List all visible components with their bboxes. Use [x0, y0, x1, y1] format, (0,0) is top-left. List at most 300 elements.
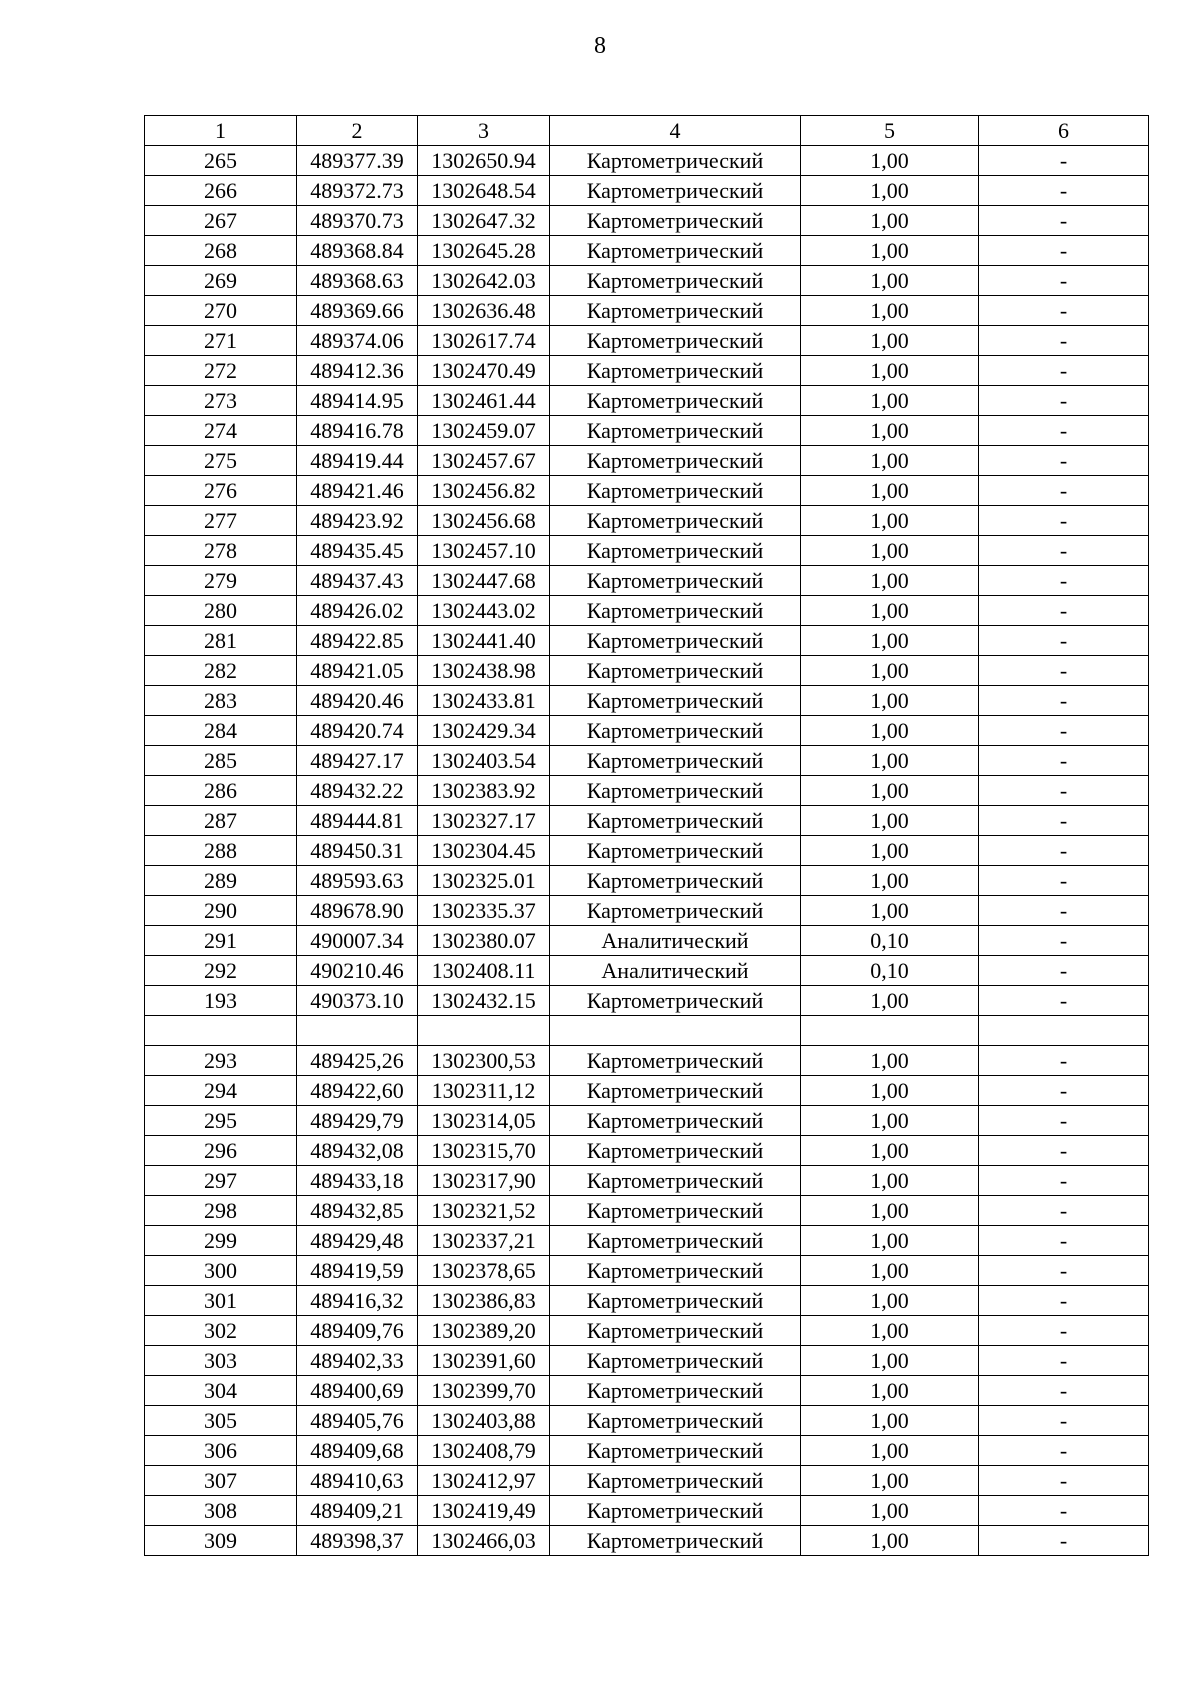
- note-cell: -: [979, 1346, 1149, 1376]
- method-cell: Аналитический: [550, 956, 801, 986]
- note-cell: -: [979, 896, 1149, 926]
- note-cell: -: [979, 1046, 1149, 1076]
- table-row: [145, 206, 1149, 236]
- note-cell: -: [979, 1136, 1149, 1166]
- accuracy-cell: 1,00: [801, 866, 979, 896]
- table-row: [145, 1226, 1149, 1256]
- point-number-cell: 275: [145, 446, 297, 476]
- note-cell: -: [979, 716, 1149, 746]
- table-row: [145, 866, 1149, 896]
- accuracy-cell: 1,00: [801, 776, 979, 806]
- x-coordinate-cell: 489368.84: [297, 236, 418, 266]
- table-row: [145, 806, 1149, 836]
- point-number-cell: 292: [145, 956, 297, 986]
- table-row: [145, 1136, 1149, 1166]
- note-cell: -: [979, 656, 1149, 686]
- note-cell: [979, 1016, 1149, 1046]
- x-coordinate-cell: 489419.44: [297, 446, 418, 476]
- method-cell: Аналитический: [550, 926, 801, 956]
- accuracy-cell: 1,00: [801, 1106, 979, 1136]
- point-number-cell: 286: [145, 776, 297, 806]
- accuracy-cell: 1,00: [801, 1196, 979, 1226]
- note-cell: -: [979, 206, 1149, 236]
- accuracy-cell: 1,00: [801, 206, 979, 236]
- table-row: [145, 536, 1149, 566]
- table-row: [145, 296, 1149, 326]
- y-coordinate-cell: 1302650.94: [418, 146, 550, 176]
- table-row: [145, 1076, 1149, 1106]
- method-cell: Картометрический: [550, 536, 801, 566]
- x-coordinate-cell: 489450.31: [297, 836, 418, 866]
- point-number-cell: 308: [145, 1496, 297, 1526]
- accuracy-cell: 1,00: [801, 626, 979, 656]
- accuracy-cell: 0,10: [801, 926, 979, 956]
- accuracy-cell: 1,00: [801, 1466, 979, 1496]
- table-row: [145, 1106, 1149, 1136]
- y-coordinate-cell: 1302383.92: [418, 776, 550, 806]
- method-cell: Картометрический: [550, 446, 801, 476]
- method-cell: Картометрический: [550, 206, 801, 236]
- note-cell: -: [979, 566, 1149, 596]
- x-coordinate-cell: 489398,37: [297, 1526, 418, 1556]
- column-header: 5: [801, 116, 979, 146]
- table-row: [145, 506, 1149, 536]
- point-number-cell: 289: [145, 866, 297, 896]
- y-coordinate-cell: 1302335.37: [418, 896, 550, 926]
- y-coordinate-cell: 1302447.68: [418, 566, 550, 596]
- point-number-cell: 277: [145, 506, 297, 536]
- accuracy-cell: 1,00: [801, 146, 979, 176]
- accuracy-cell: 1,00: [801, 1136, 979, 1166]
- table-body: [145, 146, 1149, 1556]
- note-cell: -: [979, 686, 1149, 716]
- x-coordinate-cell: 489377.39: [297, 146, 418, 176]
- point-number-cell: 284: [145, 716, 297, 746]
- method-cell: Картометрический: [550, 686, 801, 716]
- accuracy-cell: 1,00: [801, 1406, 979, 1436]
- point-number-cell: 293: [145, 1046, 297, 1076]
- x-coordinate-cell: 489420.74: [297, 716, 418, 746]
- x-coordinate-cell: 489425,26: [297, 1046, 418, 1076]
- method-cell: Картометрический: [550, 1046, 801, 1076]
- method-cell: Картометрический: [550, 146, 801, 176]
- y-coordinate-cell: 1302403,88: [418, 1406, 550, 1436]
- table-row: [145, 146, 1149, 176]
- x-coordinate-cell: 490007.34: [297, 926, 418, 956]
- x-coordinate-cell: 489435.45: [297, 536, 418, 566]
- y-coordinate-cell: 1302380.07: [418, 926, 550, 956]
- point-number-cell: 287: [145, 806, 297, 836]
- x-coordinate-cell: 489369.66: [297, 296, 418, 326]
- accuracy-cell: 1,00: [801, 176, 979, 206]
- point-number-cell: 283: [145, 686, 297, 716]
- y-coordinate-cell: 1302648.54: [418, 176, 550, 206]
- column-header: 6: [979, 116, 1149, 146]
- y-coordinate-cell: 1302636.48: [418, 296, 550, 326]
- table-row: [145, 956, 1149, 986]
- method-cell: Картометрический: [550, 1256, 801, 1286]
- note-cell: -: [979, 746, 1149, 776]
- table-row: [145, 776, 1149, 806]
- table-row: [145, 566, 1149, 596]
- y-coordinate-cell: 1302456.68: [418, 506, 550, 536]
- point-number-cell: 268: [145, 236, 297, 266]
- method-cell: Картометрический: [550, 1166, 801, 1196]
- x-coordinate-cell: 489420.46: [297, 686, 418, 716]
- note-cell: -: [979, 596, 1149, 626]
- note-cell: -: [979, 1286, 1149, 1316]
- method-cell: Картометрический: [550, 746, 801, 776]
- point-number-cell: 300: [145, 1256, 297, 1286]
- table-row: [145, 926, 1149, 956]
- note-cell: -: [979, 1496, 1149, 1526]
- point-number-cell: 297: [145, 1166, 297, 1196]
- point-number-cell: 285: [145, 746, 297, 776]
- point-number-cell: 271: [145, 326, 297, 356]
- method-cell: Картометрический: [550, 1106, 801, 1136]
- y-coordinate-cell: 1302432.15: [418, 986, 550, 1016]
- accuracy-cell: 1,00: [801, 1496, 979, 1526]
- point-number-cell: 280: [145, 596, 297, 626]
- point-number-cell: 307: [145, 1466, 297, 1496]
- x-coordinate-cell: 489421.05: [297, 656, 418, 686]
- accuracy-cell: 1,00: [801, 656, 979, 686]
- y-coordinate-cell: 1302441.40: [418, 626, 550, 656]
- y-coordinate-cell: 1302386,83: [418, 1286, 550, 1316]
- x-coordinate-cell: 489400,69: [297, 1376, 418, 1406]
- note-cell: -: [979, 506, 1149, 536]
- x-coordinate-cell: 489421.46: [297, 476, 418, 506]
- y-coordinate-cell: 1302461.44: [418, 386, 550, 416]
- note-cell: -: [979, 296, 1149, 326]
- method-cell: Картометрический: [550, 1226, 801, 1256]
- method-cell: Картометрический: [550, 326, 801, 356]
- method-cell: Картометрический: [550, 296, 801, 326]
- x-coordinate-cell: 489432,08: [297, 1136, 418, 1166]
- method-cell: Картометрический: [550, 1136, 801, 1166]
- table-row: [145, 176, 1149, 206]
- note-cell: -: [979, 1106, 1149, 1136]
- method-cell: Картометрический: [550, 476, 801, 506]
- note-cell: -: [979, 776, 1149, 806]
- note-cell: -: [979, 236, 1149, 266]
- page-number: 8: [594, 33, 606, 59]
- y-coordinate-cell: 1302429.34: [418, 716, 550, 746]
- method-cell: Картометрический: [550, 656, 801, 686]
- point-number-cell: 302: [145, 1316, 297, 1346]
- point-number-cell: 290: [145, 896, 297, 926]
- x-coordinate-cell: 489368.63: [297, 266, 418, 296]
- table-row: [145, 1526, 1149, 1556]
- x-coordinate-cell: 489410,63: [297, 1466, 418, 1496]
- y-coordinate-cell: 1302408,79: [418, 1436, 550, 1466]
- method-cell: Картометрический: [550, 1316, 801, 1346]
- x-coordinate-cell: 489412.36: [297, 356, 418, 386]
- note-cell: -: [979, 1376, 1149, 1406]
- accuracy-cell: 1,00: [801, 986, 979, 1016]
- method-cell: Картометрический: [550, 386, 801, 416]
- y-coordinate-cell: 1302642.03: [418, 266, 550, 296]
- method-cell: Картометрический: [550, 1466, 801, 1496]
- method-cell: Картометрический: [550, 986, 801, 1016]
- note-cell: -: [979, 956, 1149, 986]
- x-coordinate-cell: 489444.81: [297, 806, 418, 836]
- method-cell: Картометрический: [550, 1406, 801, 1436]
- x-coordinate-cell: 489429,48: [297, 1226, 418, 1256]
- method-cell: Картометрический: [550, 566, 801, 596]
- table-row: [145, 1406, 1149, 1436]
- method-cell: Картометрический: [550, 866, 801, 896]
- note-cell: -: [979, 146, 1149, 176]
- point-number-cell: [145, 1016, 297, 1046]
- accuracy-cell: 1,00: [801, 1526, 979, 1556]
- note-cell: -: [979, 1226, 1149, 1256]
- accuracy-cell: 1,00: [801, 296, 979, 326]
- method-cell: Картометрический: [550, 836, 801, 866]
- table-row: [145, 1346, 1149, 1376]
- accuracy-cell: 1,00: [801, 1166, 979, 1196]
- x-coordinate-cell: 489416,32: [297, 1286, 418, 1316]
- table-row: [145, 836, 1149, 866]
- y-coordinate-cell: 1302311,12: [418, 1076, 550, 1106]
- x-coordinate-cell: 489432.22: [297, 776, 418, 806]
- point-number-cell: 281: [145, 626, 297, 656]
- accuracy-cell: 1,00: [801, 896, 979, 926]
- table-row: [145, 326, 1149, 356]
- point-number-cell: 304: [145, 1376, 297, 1406]
- point-number-cell: 298: [145, 1196, 297, 1226]
- y-coordinate-cell: 1302466,03: [418, 1526, 550, 1556]
- table-row: [145, 1046, 1149, 1076]
- y-coordinate-cell: 1302459.07: [418, 416, 550, 446]
- table-row: [145, 986, 1149, 1016]
- x-coordinate-cell: 489419,59: [297, 1256, 418, 1286]
- table-row: [145, 596, 1149, 626]
- point-number-cell: 276: [145, 476, 297, 506]
- x-coordinate-cell: 489427.17: [297, 746, 418, 776]
- column-header: 3: [418, 116, 550, 146]
- accuracy-cell: 1,00: [801, 1046, 979, 1076]
- y-coordinate-cell: 1302327.17: [418, 806, 550, 836]
- x-coordinate-cell: 489593.63: [297, 866, 418, 896]
- method-cell: Картометрический: [550, 1436, 801, 1466]
- x-coordinate-cell: 489414.95: [297, 386, 418, 416]
- accuracy-cell: 1,00: [801, 506, 979, 536]
- note-cell: -: [979, 926, 1149, 956]
- x-coordinate-cell: 489429,79: [297, 1106, 418, 1136]
- method-cell: Картометрический: [550, 626, 801, 656]
- x-coordinate-cell: 489432,85: [297, 1196, 418, 1226]
- note-cell: -: [979, 806, 1149, 836]
- point-number-cell: 267: [145, 206, 297, 236]
- table-row: [145, 1496, 1149, 1526]
- x-coordinate-cell: 490210.46: [297, 956, 418, 986]
- method-cell: Картометрический: [550, 506, 801, 536]
- y-coordinate-cell: 1302399,70: [418, 1376, 550, 1406]
- x-coordinate-cell: 489433,18: [297, 1166, 418, 1196]
- note-cell: -: [979, 266, 1149, 296]
- accuracy-cell: 1,00: [801, 1286, 979, 1316]
- y-coordinate-cell: 1302321,52: [418, 1196, 550, 1226]
- point-number-cell: 309: [145, 1526, 297, 1556]
- y-coordinate-cell: 1302391,60: [418, 1346, 550, 1376]
- x-coordinate-cell: 489678.90: [297, 896, 418, 926]
- point-number-cell: 295: [145, 1106, 297, 1136]
- x-coordinate-cell: 489422.85: [297, 626, 418, 656]
- point-number-cell: 266: [145, 176, 297, 206]
- y-coordinate-cell: 1302378,65: [418, 1256, 550, 1286]
- y-coordinate-cell: 1302419,49: [418, 1496, 550, 1526]
- point-number-cell: 291: [145, 926, 297, 956]
- y-coordinate-cell: 1302443.02: [418, 596, 550, 626]
- table-row: [145, 416, 1149, 446]
- note-cell: -: [979, 446, 1149, 476]
- table-row: [145, 1256, 1149, 1286]
- point-number-cell: 273: [145, 386, 297, 416]
- y-coordinate-cell: 1302325.01: [418, 866, 550, 896]
- method-cell: Картометрический: [550, 806, 801, 836]
- accuracy-cell: 1,00: [801, 1226, 979, 1256]
- table-row: [145, 446, 1149, 476]
- note-cell: -: [979, 836, 1149, 866]
- accuracy-cell: 1,00: [801, 446, 979, 476]
- note-cell: -: [979, 1076, 1149, 1106]
- note-cell: -: [979, 626, 1149, 656]
- accuracy-cell: 1,00: [801, 686, 979, 716]
- note-cell: -: [979, 386, 1149, 416]
- accuracy-cell: 1,00: [801, 566, 979, 596]
- note-cell: -: [979, 356, 1149, 386]
- accuracy-cell: 1,00: [801, 416, 979, 446]
- point-number-cell: 288: [145, 836, 297, 866]
- point-number-cell: 272: [145, 356, 297, 386]
- point-number-cell: 278: [145, 536, 297, 566]
- point-number-cell: 305: [145, 1406, 297, 1436]
- point-number-cell: 274: [145, 416, 297, 446]
- y-coordinate-cell: 1302412,97: [418, 1466, 550, 1496]
- coordinates-table: [144, 115, 1149, 1556]
- y-coordinate-cell: [418, 1016, 550, 1046]
- y-coordinate-cell: 1302315,70: [418, 1136, 550, 1166]
- accuracy-cell: 0,10: [801, 956, 979, 986]
- table-row: [145, 386, 1149, 416]
- note-cell: -: [979, 986, 1149, 1016]
- x-coordinate-cell: 489372.73: [297, 176, 418, 206]
- table-row: [145, 1436, 1149, 1466]
- accuracy-cell: 1,00: [801, 1436, 979, 1466]
- x-coordinate-cell: 489370.73: [297, 206, 418, 236]
- accuracy-cell: 1,00: [801, 1346, 979, 1376]
- note-cell: -: [979, 1466, 1149, 1496]
- note-cell: -: [979, 536, 1149, 566]
- method-cell: Картометрический: [550, 1346, 801, 1376]
- table-row: [145, 1196, 1149, 1226]
- x-coordinate-cell: 489374.06: [297, 326, 418, 356]
- method-cell: Картометрический: [550, 1526, 801, 1556]
- column-header: 1: [145, 116, 297, 146]
- method-cell: Картометрический: [550, 596, 801, 626]
- x-coordinate-cell: 489409,21: [297, 1496, 418, 1526]
- y-coordinate-cell: 1302408.11: [418, 956, 550, 986]
- table-row: [145, 476, 1149, 506]
- accuracy-cell: 1,00: [801, 836, 979, 866]
- y-coordinate-cell: 1302403.54: [418, 746, 550, 776]
- note-cell: -: [979, 1166, 1149, 1196]
- accuracy-cell: 1,00: [801, 1376, 979, 1406]
- x-coordinate-cell: 489422,60: [297, 1076, 418, 1106]
- column-header: 4: [550, 116, 801, 146]
- accuracy-cell: 1,00: [801, 236, 979, 266]
- point-number-cell: 306: [145, 1436, 297, 1466]
- column-header: 2: [297, 116, 418, 146]
- y-coordinate-cell: 1302389,20: [418, 1316, 550, 1346]
- accuracy-cell: 1,00: [801, 716, 979, 746]
- note-cell: -: [979, 1316, 1149, 1346]
- y-coordinate-cell: 1302647.32: [418, 206, 550, 236]
- x-coordinate-cell: 489437.43: [297, 566, 418, 596]
- point-number-cell: 265: [145, 146, 297, 176]
- accuracy-cell: 1,00: [801, 536, 979, 566]
- y-coordinate-cell: 1302433.81: [418, 686, 550, 716]
- y-coordinate-cell: 1302456.82: [418, 476, 550, 506]
- table-row: [145, 236, 1149, 266]
- point-number-cell: 303: [145, 1346, 297, 1376]
- method-cell: Картометрический: [550, 1076, 801, 1106]
- y-coordinate-cell: 1302337,21: [418, 1226, 550, 1256]
- note-cell: -: [979, 866, 1149, 896]
- x-coordinate-cell: 489423.92: [297, 506, 418, 536]
- method-cell: Картометрический: [550, 1496, 801, 1526]
- y-coordinate-cell: 1302304.45: [418, 836, 550, 866]
- method-cell: Картометрический: [550, 1196, 801, 1226]
- table-row: [145, 1016, 1149, 1046]
- point-number-cell: 299: [145, 1226, 297, 1256]
- accuracy-cell: 1,00: [801, 596, 979, 626]
- table-header-row: [145, 116, 1149, 146]
- accuracy-cell: 1,00: [801, 746, 979, 776]
- y-coordinate-cell: 1302457.10: [418, 536, 550, 566]
- note-cell: -: [979, 1256, 1149, 1286]
- table-row: [145, 716, 1149, 746]
- method-cell: Картометрический: [550, 776, 801, 806]
- method-cell: Картометрический: [550, 716, 801, 746]
- x-coordinate-cell: 490373.10: [297, 986, 418, 1016]
- table-row: [145, 356, 1149, 386]
- note-cell: -: [979, 1436, 1149, 1466]
- table-row: [145, 1466, 1149, 1496]
- method-cell: Картометрический: [550, 266, 801, 296]
- table-row: [145, 1286, 1149, 1316]
- accuracy-cell: 1,00: [801, 386, 979, 416]
- table-row: [145, 1166, 1149, 1196]
- method-cell: Картометрический: [550, 1376, 801, 1406]
- method-cell: [550, 1016, 801, 1046]
- table-row: [145, 686, 1149, 716]
- y-coordinate-cell: 1302645.28: [418, 236, 550, 266]
- accuracy-cell: [801, 1016, 979, 1046]
- note-cell: -: [979, 176, 1149, 206]
- method-cell: Картометрический: [550, 896, 801, 926]
- accuracy-cell: 1,00: [801, 1316, 979, 1346]
- x-coordinate-cell: 489409,68: [297, 1436, 418, 1466]
- table-row: [145, 746, 1149, 776]
- table-row: [145, 1376, 1149, 1406]
- point-number-cell: 282: [145, 656, 297, 686]
- point-number-cell: 301: [145, 1286, 297, 1316]
- accuracy-cell: 1,00: [801, 356, 979, 386]
- method-cell: Картометрический: [550, 416, 801, 446]
- accuracy-cell: 1,00: [801, 476, 979, 506]
